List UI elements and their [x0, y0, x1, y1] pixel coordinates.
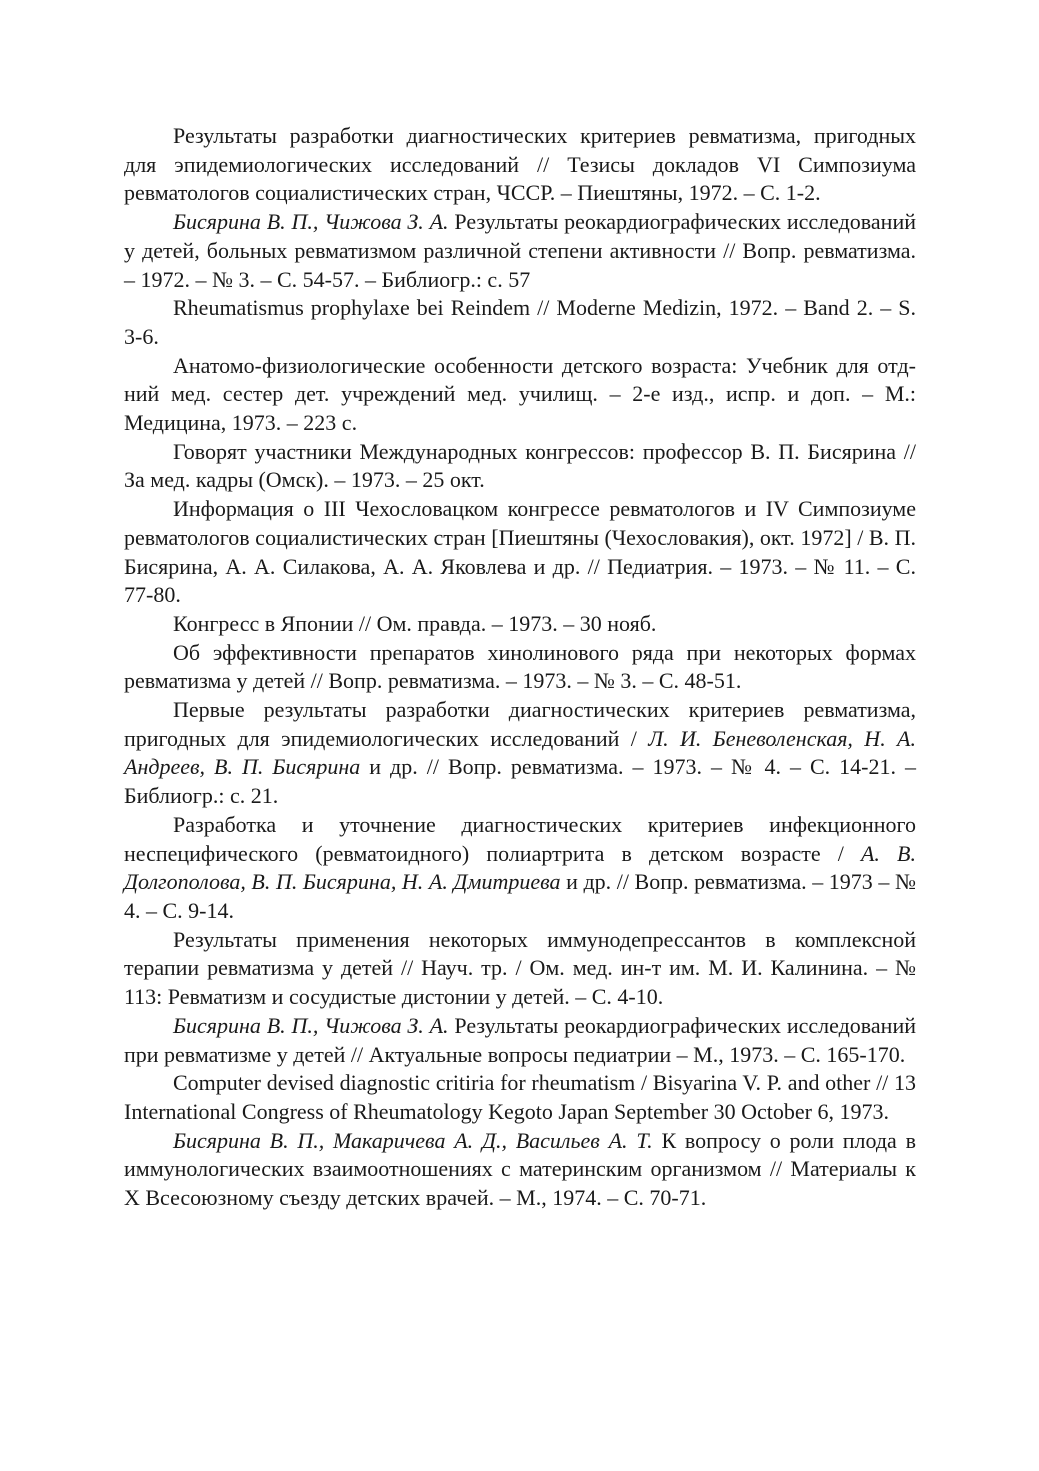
bib-entry-10: Разработка и уточнение диагностических критериев инфекционного неспецифического (ревматоидного) полиартрита в детском возрасте / А. В. Долгополова, В. П. Бисярина, Н. А. Дмитриева и др. // Вопр. ревматизма. – 1973 – № 4. – С. 9-14. — [124, 811, 916, 923]
entry-authors: Л. И. Беневоленская, Н. А. Андреев, В. П. Бисярина — [124, 725, 916, 780]
entry-authors: Бисярина В. П., Макаричева А. Д., Васильев А. Т. — [173, 1127, 653, 1153]
bibliography-page — [124, 122, 916, 1213]
bib-entry-7: Конгресс в Японии // Ом. правда. – 1973. – 30 нояб. — [173, 610, 657, 636]
bib-entry-13: Computer devised diagnostic critiria for rheumatism / Bisyarina V. P. and other // 13 International Congress of Rheumatology Kegoto Japan September 30 October 6, 1973. — [124, 1070, 916, 1124]
bib-entry-3: Rheumatismus prophylaxe bei Reindem // Moderne Medizin, 1972. – Band 2. – S. 3-6. — [124, 295, 916, 349]
bib-entry-5: Говорят участники Международных конгрессов: профессор В. П. Бисярина // За мед. кадры (Омск). – 1973. – 25 окт. — [124, 438, 916, 493]
entry-authors: Бисярина В. П., Чижова З. А. — [173, 209, 449, 235]
bib-entry-12: Бисярина В. П., Чижова З. А. Результаты реокардиографических исследований при ревматизме у детей // Актуальные вопросы педиатрии – М., 1973. – С. 165-170. — [124, 1012, 916, 1067]
bib-entry-2: Бисярина В. П., Чижова З. А. Результаты реокардиографических исследований у детей, больных ревматизмом различной степени активности // Вопр. ревматизма. – 1972. – № 3. – С. 54-57. – Библиогр.: с. 57 — [124, 209, 916, 292]
bib-entry-14: Бисярина В. П., Макаричева А. Д., Васильев А. Т. К вопросу о роли плода в иммунологических взаимоотношениях с материнским организмом // Материалы к Х Всесоюзному съезду детских врачей. – М., 1974. – С. 70-71. — [124, 1127, 916, 1211]
bib-entry-11: Результаты применения некоторых иммунодепрессантов в комплексной терапии ревматизма у детей // Науч. тр. / Ом. мед. ин-т им. М. И. Калинина. – № 113: Ревматизм и сосудистые дистонии у детей. – С. 4-10. — [124, 926, 916, 1010]
bib-entry-8: Об эффективности препаратов хинолинового ряда при некоторых формах ревматизма у детей // Вопр. ревматизма. – 1973. – № 3. – С. 48-51. — [124, 639, 916, 694]
entry-authors: А. В. Долгополова, В. П. Бисярина, Н. А. Дмитриева — [124, 840, 916, 895]
entry-authors: Бисярина В. П., Чижова З. А. — [173, 1012, 449, 1038]
bib-entry-9: Первые результаты разработки диагностических критериев ревматизма, пригодных для эпидемиологических исследований / Л. И. Беневоленская, Н. А. Андреев, В. П. Бисярина и др. // Вопр. ревматизма. – 1973. – № 4. – С. 14-21. – Библиогр.: с. 21. — [124, 697, 916, 809]
bib-entry-6: Информация о III Чехословацком конгрессе ревматологов и IV Симпозиуме ревматологов социалистических стран [Пиештяны (Чехословакия), окт. 1972] / В. П. Бисярина, А. А. Силакова, А. А. Яковлева и др. // Педиатрия. – 1973. – № 11. – С. 77-80. — [124, 496, 916, 608]
bib-entry-1: Результаты разработки диагностических критериев ревматизма, пригодных для эпидемиологических исследований // Тезисы докладов VI Симпозиума ревматологов социалистических стран, ЧССР. – Пиештяны, 1972. – С. 1-2. — [124, 123, 916, 206]
bib-entry-4: Анатомо-физиологические особенности детского возраста: Учебник для отд-ний мед. сестер дет. учреждений мед. училищ. – 2-е изд., испр. и доп. – М.: Медицина, 1973. – 223 с. — [124, 352, 916, 436]
